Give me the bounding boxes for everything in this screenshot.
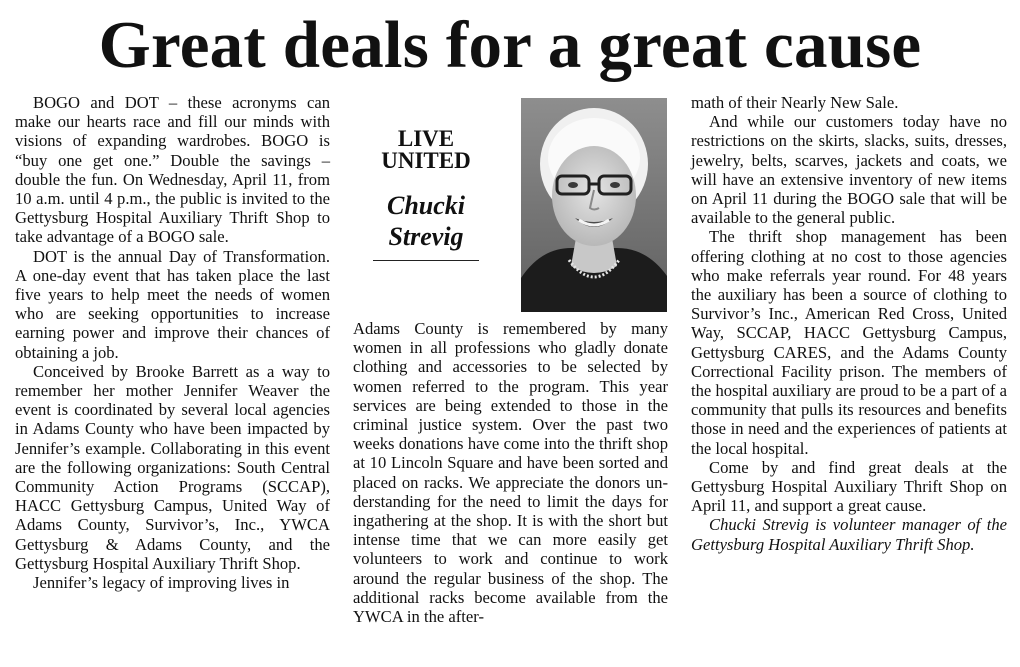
byline-box <box>366 128 486 261</box>
column-label-line: LIVE <box>397 126 455 151</box>
article-column-2 <box>353 319 668 626</box>
paragraph: The thrift shop management has been offering clothing at no cost to those agencies who make referrals year round. For 48 years the auxiliary has been a source of clothing to Survivor’s Inc., American Red Cross, United Way, SCCAP, HACC Gettysburg Campus, Gettysburg CARES, and the Adams County Correctional Facility prison. The members of the hospital auxiliary are proud to be a part of a community that pulls its resources and benefits those in need and the experiences of patients at the local hospital. <box>691 227 1007 458</box>
article-column-3 <box>691 93 1007 554</box>
paragraph: Come by and find great deals at the Gettysburg Hospital Auxiliary Thrift Shop on April 11, and support a great cause. <box>691 457 1007 516</box>
author-name-line: Chucki <box>386 191 466 220</box>
paragraph: Jennifer’s legacy of improving lives in <box>33 573 290 593</box>
paragraph: DOT is the annual Day of Transformation. A one-day event that has taken place the last five years to help meet the needs of women who are seeking opportunities to increase earning power and improve their chances of obtaining a job. <box>15 246 330 362</box>
author-portrait-photo <box>521 98 667 312</box>
paragraph: And while our customers today have no restrictions on the skirts, slacks, suits, dresses, jewelry, belts, scarves, jackets and coats, we will have an extensive inventory of new items on April 11 during the BOGO sale that will be available to the general public. <box>691 112 1007 228</box>
paragraph: math of their Nearly New Sale. <box>691 93 899 112</box>
headline: Great deals for a great cause <box>98 8 922 82</box>
paragraph: BOGO and DOT – these acronyms can make our hearts race and fill our minds with visions of expanding wardrobes. BOGO is “buy one get one.” Double the savings – double the fun. On Wednesday, April 11, from 10 a.m. until 4 p.m., the public is invited to the Gettysburg Hospital Auxiliary Thrift Shop to take advantage of a BOGO sale. <box>15 93 330 247</box>
paragraph: Adams County is remembered by many women in all professions who gladly donate clothing and accessories to be selected by women referred to the program. This year services are being extended to those in the criminal justice system. Over the past two weeks donations have come into the thrift shop at 10 Lincoln Square and have been sorted and placed on racks. We appreciate the donors understanding for the need to limit the days for ingathering at the shop. It is with the short but intense time that we can more easily get volunteers to work and continue to work around the regular business of the shop. The additional racks become available from the YWCA in the after- <box>353 319 668 627</box>
author-name <box>366 190 486 252</box>
portrait-illustration <box>521 98 667 312</box>
author-name-line: Strevig <box>388 222 464 251</box>
column-label-line: UNITED <box>381 148 471 173</box>
column-label <box>366 128 486 172</box>
article-column-1 <box>15 93 330 592</box>
paragraph: Conceived by Brooke Barrett as a way to remember her mother Jennifer Weaver the event is coordinated by several local agencies in Adams County who have been impacted by Jennifer’s example. Collaborating in this event are the following organizations: South Central Community Action Programs (SCCAP), HACC Gettysburg Campus, United Way of Adams County, Survivor’s, Inc., YWCA Gettysburg & Adams County, and the Gettysburg Hospital Auxiliary Thrift Shop. <box>15 361 330 573</box>
byline-divider <box>373 260 479 261</box>
author-note: Chucki Strevig is volunteer manager of the Gettysburg Hospital Auxiliary Thrift Shop. <box>691 515 1007 554</box>
